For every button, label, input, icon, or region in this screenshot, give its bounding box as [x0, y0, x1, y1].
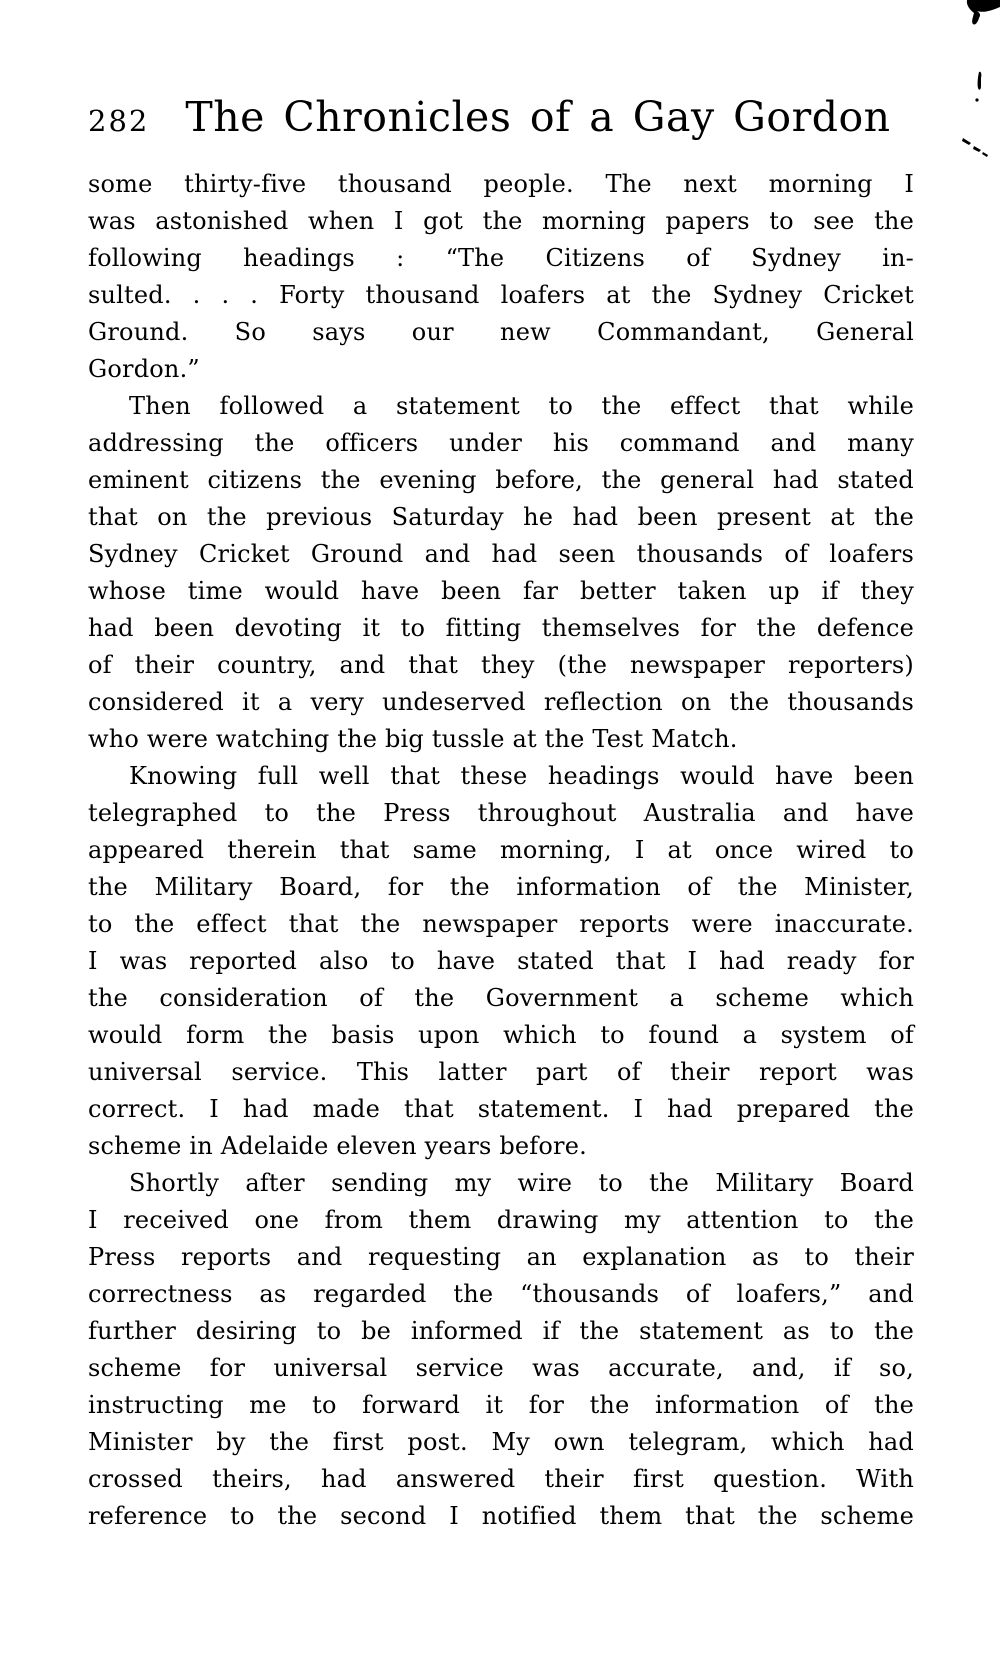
text-line: I was reported also to have stated that I had ready for [88, 947, 914, 975]
text-line: scheme for universal service was accurate, and, if so, [88, 1354, 914, 1382]
text-line: Knowing full well that these headings would have been [129, 762, 914, 790]
text-line: who were watching the big tussle at the Test Match. [88, 725, 738, 753]
text-line: crossed theirs, had answered their first question. With [88, 1465, 914, 1493]
text-line: whose time would have been far better taken up if they [88, 577, 914, 605]
text-line: Shortly after sending my wire to the Military Board [129, 1169, 914, 1197]
text-line: following headings : “The Citizens of Sydney in- [88, 244, 914, 272]
text-line: reference to the second I notified them that the scheme [88, 1502, 914, 1530]
text-line: Then followed a statement to the effect that while [129, 392, 914, 420]
text-line: would form the basis upon which to found a system of [88, 1021, 914, 1049]
text-line: addressing the officers under his command and many [88, 429, 914, 457]
text-line: of their country, and that they (the newspaper reporters) [88, 651, 914, 679]
ink-smudge [930, 0, 1000, 160]
text-line: Gordon.” [88, 355, 200, 383]
text-line: was astonished when I got the morning papers to see the [88, 207, 914, 235]
text-line: correct. I had made that statement. I had prepared the [88, 1095, 914, 1123]
text-line: to the effect that the newspaper reports were inaccurate. [88, 910, 914, 938]
text-line: further desiring to be informed if the statement as to the [88, 1317, 914, 1345]
text-line: some thirty-five thousand people. The next morning I [88, 170, 914, 198]
page-title: The Chronicles of a Gay Gordon [185, 93, 891, 141]
text-line: I received one from them drawing my attention to the [88, 1206, 914, 1234]
page-number: 282 [88, 104, 150, 138]
text-line: Press reports and requesting an explanation as to their [88, 1243, 914, 1271]
text-line: Ground. So says our new Commandant, General [88, 318, 914, 346]
page-text [88, 166, 914, 1535]
text-line: appeared therein that same morning, I at once wired to [88, 836, 914, 864]
text-line: eminent citizens the evening before, the general had stated [88, 466, 914, 494]
text-line: Minister by the first post. My own telegram, which had [88, 1428, 914, 1456]
text-line: correctness as regarded the “thousands of loafers,” and [88, 1280, 914, 1308]
page-header [88, 93, 891, 141]
text-line: had been devoting it to fitting themselves for the defence [88, 614, 914, 642]
text-line: telegraphed to the Press throughout Australia and have [88, 799, 914, 827]
text-line: considered it a very undeserved reflection on the thousands [88, 688, 914, 716]
text-line: Sydney Cricket Ground and had seen thousands of loafers [88, 540, 914, 568]
text-line: the Military Board, for the information of the Minister, [88, 873, 914, 901]
text-line: universal service. This latter part of their report was [88, 1058, 914, 1086]
text-line: that on the previous Saturday he had been present at the [88, 503, 914, 531]
text-line: instructing me to forward it for the information of the [88, 1391, 914, 1419]
text-line: the consideration of the Government a scheme which [88, 984, 914, 1012]
text-line: scheme in Adelaide eleven years before. [88, 1132, 587, 1160]
text-line: sulted. . . . Forty thousand loafers at the Sydney Cricket [88, 281, 914, 309]
